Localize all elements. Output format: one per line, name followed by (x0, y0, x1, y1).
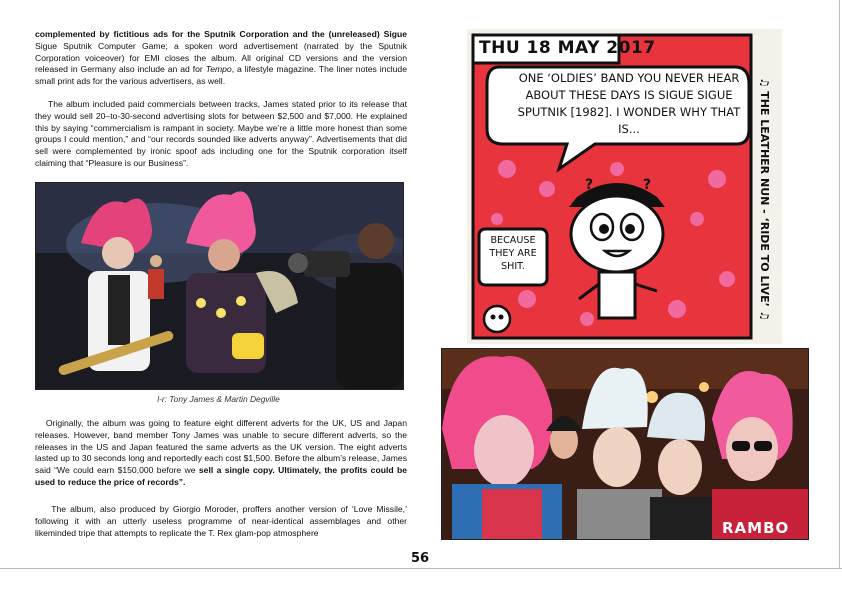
paragraph-1 (35, 29, 407, 88)
band-stage-photo-image (36, 183, 403, 389)
comic-panel (467, 29, 782, 344)
page-fold-line (839, 0, 840, 568)
paragraph-3-text: Originally, the album was going to feature eight different adverts for the UK, US and Japan releases. However, band member Tony James was unable to secure different adverts, so the releases in the US and Japan featured the same adverts as the UK version. The eight adverts lasted up to 30 seconds long and reportedly each cost $1,500. Before the album’s release, James said “We could earn $150,000 before we (35, 418, 407, 476)
band-group-photo-image (442, 349, 808, 539)
svg-text:?: ? (585, 177, 594, 193)
paragraph-4 (35, 504, 407, 539)
comic-speech-text: ONE ‘OLDIES’ BAND YOU NEVER HEAR ABOUT THESE DAYS IS SIGUE SIGUE SPUTNIK [1982]. I WONDER WHY THAT IS... (517, 71, 741, 136)
band-group-photo (441, 348, 809, 540)
comic-reply-text: BECAUSE THEY ARE SHIT. (489, 235, 537, 272)
page-number: 56 (410, 551, 430, 566)
band-stage-photo (35, 182, 404, 390)
paragraph-1-italic: Tempo (205, 64, 232, 75)
comic-side-caption: ♫ THE LEATHER NUN - ‘RIDE TO LIVE’ ♫ (758, 77, 771, 321)
paragraph-1-text-b: , a lifestyle magazine. The liner notes include small print ads for the various advertisers, as well. (35, 64, 407, 87)
paragraph-1-bold: complemented by fictitious ads for the Sputnik Corporation and the (unreleased) Sigue (35, 29, 407, 39)
photo-caption: l-r: Tony James & Martin Degville (157, 394, 280, 404)
paragraph-2 (35, 99, 407, 170)
shirt-text: RAMBO (722, 519, 790, 537)
paragraph-2-text: The album included paid commercials between tracks, James stated prior to its release that they would sell 20–to-30-second advertising slots for between $2,500 and $7,000. He explained this by saying “commercialism is rampant in society. Maybe we’re a little more honest than some groups I could mention,” and “our records sounded like adverts anyway”. Advertisements that did sell were complemented by ironic spoof ads including one for the Sputnik corporation itself claiming that “Pleasure is our Business”. (35, 99, 407, 168)
comic-date: THU 18 MAY 2017 (479, 38, 656, 58)
paragraph-1-text-a: Sigue Sputnik Computer Game; a spoken word advertisement (narrated by the Sputnik Corporation voiceover) for EMI closes the album. All original CD versions and the version released in Germany also include an ad for (35, 40, 407, 75)
paragraph-3 (35, 418, 407, 489)
paragraph-3-bold: sell a single copy. Ultimately, the profits could be used to reduce the price of records”. (35, 465, 407, 487)
svg-text:?: ? (643, 177, 652, 193)
paragraph-4-text: The album, also produced by Giorgio Moroder, proffers another version of ‘Love Missile,’ following it with an utterly useless programme of near-identical assemblages and other likeminded tripe that attempts to replicate the T. Rex glam-pop atmosphere (35, 504, 407, 538)
